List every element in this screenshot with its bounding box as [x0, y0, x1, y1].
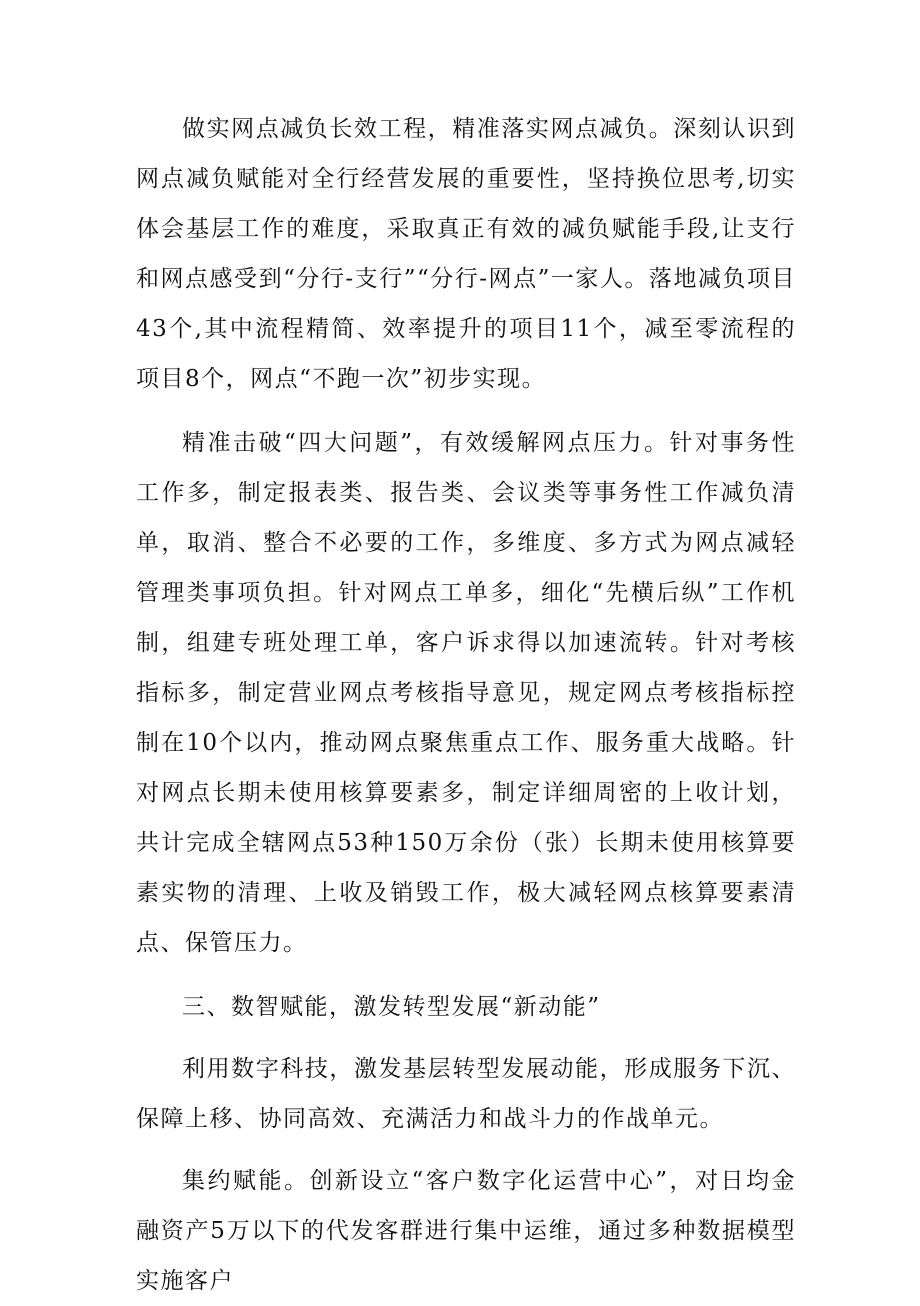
paragraph-digital-technology: 利用数字科技，激发基层转型发展动能，形成服务下沉、保障上移、协同高效、充满活力和战斗力的作战单元。	[136, 1056, 796, 1132]
section-heading-digital-empowerment: 三、数智赋能，激发转型发展“新动能”	[182, 994, 601, 1020]
paragraph-outlet-burden-reduction: 做实网点减负长效工程，精准落实网点减负。深刻认识到网点减负赋能对全行经营发展的重要性，坚持换位思考,切实体会基层工作的难度，采取真正有效的减负赋能手段,让支行和网点感受到“分行-支行”“分行-网点”一家人。落地减负项目43个,其中流程精简、效率提升的项目11个，减至零流程的项目8个，网点“不跑一次”初步实现。	[136, 116, 796, 392]
paragraph-intensive-empowerment: 集约赋能。创新设立“客户数字化运营中心”，对日均金融资产5万以下的代发客群进行集中运维，通过多种数据模型实施客户	[136, 1168, 796, 1294]
document-body	[136, 104, 796, 1306]
paragraph-four-major-problems: 精准击破“四大问题”，有效缓解网点压力。针对事务性工作多，制定报表类、报告类、会议类等事务性工作减负清单，取消、整合不必要的工作，多维度、多方式为网点减轻管理类事项负担。针对网点工单多，细化“先横后纵”工作机制，组建专班处理工单，客户诉求得以加速流转。针对考核指标多，制定营业网点考核指导意见，规定网点考核指标控制在10个以内，推动网点聚焦重点工作、服务重大战略。针对网点长期未使用核算要素多，制定详细周密的上收计划，共计完成全辖网点53种150万余份（张）长期未使用核算要素实物的清理、上收及销毁工作，极大减轻网点核算要素清点、保管压力。	[136, 430, 796, 956]
